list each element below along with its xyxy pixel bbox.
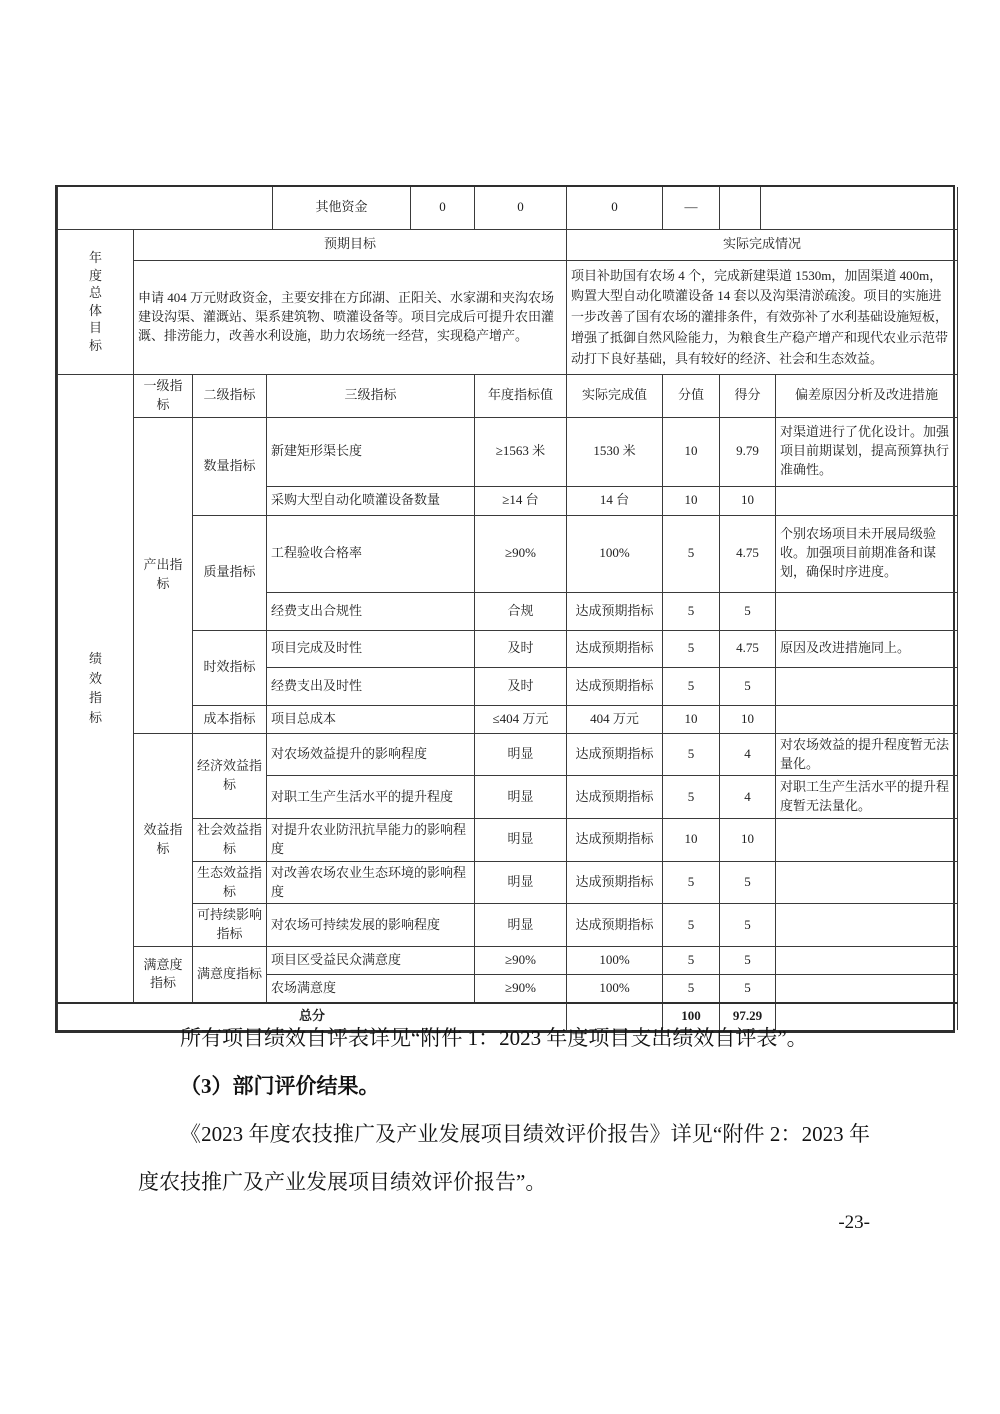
table-row	[58, 733, 958, 776]
funding-label-cell: 其他资金	[273, 187, 411, 229]
annual-goal-header-row	[58, 230, 958, 261]
remark-cell	[776, 947, 958, 975]
actual-result-header: 实际完成情况	[567, 230, 958, 261]
l3-cell: 对农场可持续发展的影响程度	[267, 904, 475, 947]
table-row	[58, 904, 958, 947]
target-cell: ≥90%	[475, 947, 567, 975]
actual-cell: 达成预期指标	[567, 733, 663, 776]
target-cell: ≥1563 米	[475, 417, 567, 486]
score-cell: 5	[663, 776, 720, 819]
l3-cell: 采购大型自动化喷灌设备数量	[267, 486, 475, 515]
funding-spacer-cell	[58, 187, 273, 229]
level2-economic-cell: 经济效益指标	[193, 733, 267, 818]
level2-satisfaction-cell: 满意度指标	[193, 947, 267, 1003]
header-actual: 实际完成值	[567, 375, 663, 417]
total-label-cell: 总分	[58, 1003, 567, 1030]
remark-cell: 对职工生产生活水平的提升程度暂无法量化。	[776, 776, 958, 819]
performance-row-label: 绩效指标	[88, 651, 102, 725]
header-level1: 一级指标	[134, 375, 193, 417]
score-cell: 5	[663, 733, 720, 776]
actual-cell: 达成预期指标	[567, 592, 663, 630]
got-cell: 5	[720, 904, 776, 947]
target-cell: ≥90%	[475, 975, 567, 1003]
header-target: 年度指标值	[475, 375, 567, 417]
expected-goal-header: 预期目标	[134, 230, 567, 261]
level2-quality-cell: 质量指标	[193, 515, 267, 630]
level1-output-cell: 产出指标	[134, 417, 193, 733]
score-cell: 5	[663, 667, 720, 705]
l3-cell: 项目总成本	[267, 705, 475, 733]
score-cell: 5	[663, 975, 720, 1003]
target-cell: 及时	[475, 630, 567, 667]
l3-cell: 经费支出及时性	[267, 667, 475, 705]
got-cell: 5	[720, 667, 776, 705]
actual-cell: 100%	[567, 947, 663, 975]
got-cell: 5	[720, 592, 776, 630]
header-remark: 偏差原因分析及改进措施	[776, 375, 958, 417]
score-cell: 5	[663, 904, 720, 947]
level1-satisfaction-cell: 满意度指标	[134, 947, 193, 1003]
funding-adjusted-cell: 0	[475, 187, 567, 229]
funding-row-table	[57, 187, 958, 230]
funding-empty-cell-1	[720, 187, 761, 229]
actual-cell: 达成预期指标	[567, 904, 663, 947]
funding-budget-cell: 0	[411, 187, 475, 229]
level1-benefit-cell: 效益指标	[134, 733, 193, 946]
paragraph-self-eval: 所有项目绩效自评表详见“附件 1：2023 年度项目支出绩效自评表”。	[180, 1026, 808, 1050]
score-cell: 5	[663, 861, 720, 904]
score-cell: 5	[663, 592, 720, 630]
l3-cell: 项目区受益民众满意度	[267, 947, 475, 975]
indicator-table	[57, 375, 958, 1030]
score-cell: 5	[663, 515, 720, 592]
actual-cell: 达成预期指标	[567, 861, 663, 904]
got-cell: 4.75	[720, 515, 776, 592]
remark-cell	[776, 819, 958, 862]
got-cell: 5	[720, 975, 776, 1003]
got-cell: 10	[720, 705, 776, 733]
actual-cell: 404 万元	[567, 705, 663, 733]
table-row	[58, 515, 958, 592]
l3-cell: 对职工生产生活水平的提升程度	[267, 776, 475, 819]
level2-social-cell: 社会效益指标	[193, 819, 267, 862]
header-score: 分值	[663, 375, 720, 417]
level2-ecological-cell: 生态效益指标	[193, 861, 267, 904]
table-row	[58, 947, 958, 975]
remark-cell: 原因及改进措施同上。	[776, 630, 958, 667]
actual-cell: 100%	[567, 515, 663, 592]
l3-cell: 新建矩形渠长度	[267, 417, 475, 486]
annual-goal-body-row	[58, 261, 958, 375]
section-heading: （3）部门评价结果。	[180, 1074, 380, 1098]
score-cell: 5	[663, 630, 720, 667]
level2-cost-cell: 成本指标	[193, 705, 267, 733]
score-cell: 5	[663, 947, 720, 975]
got-cell: 10	[720, 819, 776, 862]
got-cell: 5	[720, 947, 776, 975]
total-got-cell: 97.29	[720, 1003, 776, 1030]
header-got: 得分	[720, 375, 776, 417]
target-cell: 明显	[475, 733, 567, 776]
l3-cell: 项目完成及时性	[267, 630, 475, 667]
paragraph-dept-eval: 《2023 年度农技推广及产业发展项目绩效评价报告》详见“附件 2：2023 年度农技推广及产业发展项目绩效评价报告”。	[138, 1122, 870, 1194]
target-cell: 明显	[475, 904, 567, 947]
actual-cell: 1530 米	[567, 417, 663, 486]
remark-cell	[776, 592, 958, 630]
score-cell: 10	[663, 486, 720, 515]
got-cell: 4	[720, 776, 776, 819]
remark-cell	[776, 486, 958, 515]
funding-actual-cell: 0	[567, 187, 663, 229]
actual-cell: 100%	[567, 975, 663, 1003]
actual-cell: 达成预期指标	[567, 776, 663, 819]
table-row	[58, 705, 958, 733]
remark-cell	[776, 861, 958, 904]
got-cell: 4	[720, 733, 776, 776]
header-level3: 三级指标	[267, 375, 475, 417]
score-cell: 10	[663, 417, 720, 486]
l3-cell: 农场满意度	[267, 975, 475, 1003]
body-text	[138, 1014, 870, 1238]
target-cell: ≥14 台	[475, 486, 567, 515]
remark-cell	[776, 667, 958, 705]
annual-goal-row-label: 年度总体目标	[88, 250, 102, 353]
remark-cell	[776, 705, 958, 733]
actual-cell: 达成预期指标	[567, 819, 663, 862]
target-cell: 及时	[475, 667, 567, 705]
remark-cell	[776, 975, 958, 1003]
level2-timeliness-cell: 时效指标	[193, 630, 267, 705]
annual-goal-table	[57, 230, 958, 376]
page-number: -23-	[838, 1212, 870, 1233]
target-cell: 合规	[475, 592, 567, 630]
indicator-header-row	[58, 375, 958, 417]
table-row	[58, 861, 958, 904]
target-cell: ≥90%	[475, 515, 567, 592]
got-cell: 10	[720, 486, 776, 515]
performance-table	[55, 185, 955, 1033]
got-cell: 5	[720, 861, 776, 904]
table-row	[58, 819, 958, 862]
target-cell: ≤404 万元	[475, 705, 567, 733]
score-cell: 10	[663, 819, 720, 862]
performance-row-label-cell	[58, 375, 134, 1003]
l3-cell: 经费支出合规性	[267, 592, 475, 630]
target-cell: 明显	[475, 819, 567, 862]
remark-cell: 对渠道进行了优化设计。加强项目前期谋划，提高预算执行准确性。	[776, 417, 958, 486]
funding-rate-cell: —	[663, 187, 720, 229]
l3-cell: 对农场效益提升的影响程度	[267, 733, 475, 776]
expected-goal-text: 申请 404 万元财政资金，主要安排在方邱湖、正阳关、水家湖和夹沟农场建设沟渠、灌溉站、渠系建筑物、喷灌设备等。项目完成后可提升农田灌溉、排涝能力，改善水利设施，助力农场统一经营，实现稳产增产。	[134, 261, 567, 375]
annual-goal-row-label-cell	[58, 230, 134, 375]
header-level2: 二级指标	[193, 375, 267, 417]
total-score-cell: 100	[663, 1003, 720, 1030]
l3-cell: 对提升农业防汛抗旱能力的影响程度	[267, 819, 475, 862]
got-cell: 4.75	[720, 630, 776, 667]
target-cell: 明显	[475, 776, 567, 819]
level2-sustainable-cell: 可持续影响指标	[193, 904, 267, 947]
actual-cell: 14 台	[567, 486, 663, 515]
remark-cell: 对农场效益的提升程度暂无法量化。	[776, 733, 958, 776]
actual-cell: 达成预期指标	[567, 667, 663, 705]
got-cell: 9.79	[720, 417, 776, 486]
table-row	[58, 630, 958, 667]
actual-result-text: 项目补助国有农场 4 个，完成新建渠道 1530m，加固渠道 400m，购置大型自动化喷灌设备 14 套以及沟渠清淤疏浚。项目的实施进一步改善了国有农场的灌排条件，有效弥补了水利基础设施短板，增强了抵御自然风险能力，为粮食生产稳产增产和现代农业示范带动打下良好基础，具有较好的经济、社会和生态效益。	[567, 261, 958, 375]
actual-cell: 达成预期指标	[567, 630, 663, 667]
funding-row	[58, 187, 958, 229]
l3-cell: 工程验收合格率	[267, 515, 475, 592]
score-cell: 10	[663, 705, 720, 733]
remark-cell	[776, 904, 958, 947]
remark-cell: 个别农场项目未开展局级验收。加强项目前期准备和谋划，确保时序进度。	[776, 515, 958, 592]
target-cell: 明显	[475, 861, 567, 904]
level2-quantity-cell: 数量指标	[193, 417, 267, 515]
table-row	[58, 417, 958, 486]
l3-cell: 对改善农场农业生态环境的影响程度	[267, 861, 475, 904]
funding-empty-cell-2	[761, 187, 958, 229]
